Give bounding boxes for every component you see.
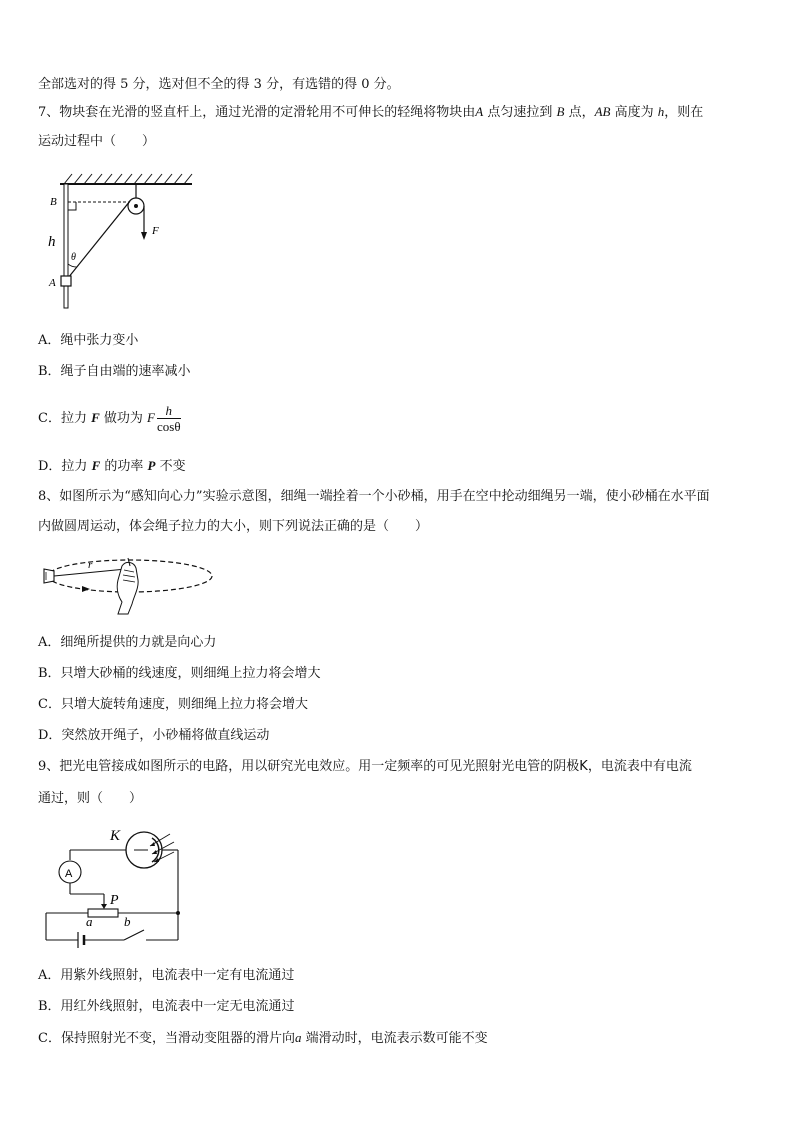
q9-option-c: C．保持照射光不变，当滑动变阻器的滑片向a 端滑动时，电流表示数可能不变 (38, 1030, 488, 1046)
q9-label-p: P (110, 893, 119, 908)
q7-label-b: B (50, 196, 57, 208)
instruction-text: 全部选对的得 5 分，选对但不全的得 3 分，有选错的得 0 分。 (38, 77, 400, 92)
q7-label-h: h (48, 234, 56, 250)
q8-option-d: D．突然放开绳子，小砂桶将做直线运动 (38, 728, 270, 743)
q7-label-f: F (152, 225, 159, 237)
q7-stem-line1: 7、物块套在光滑的竖直杆上，通过光滑的定滑轮用不可伸长的轻绳将物块由A 点匀速拉到 B 点，AB 高度为 h，则在 (38, 104, 704, 120)
q9-stem-line2: 通过，则（ ） (38, 791, 143, 806)
q7-option-c-fraction: $\frac{h}{\cos\theta}$ (156, 403, 181, 434)
q7-option-b: B．绳子自由端的速率减小 (38, 364, 191, 379)
q7-stem-line2: 运动过程中（ ） (38, 134, 156, 149)
q7-option-a: A．绳中张力变小 (38, 333, 139, 348)
q9-label-b-end: b (124, 914, 131, 929)
q7-label-a: A (49, 277, 56, 289)
q9-label-a-end: a (86, 914, 93, 929)
q9-option-a: A．用紫外线照射，电流表中一定有电流通过 (38, 968, 295, 983)
q9-option-b: B．用红外线照射，电流表中一定无电流通过 (38, 999, 295, 1014)
q7-option-d: D．拉力 F 的功率 P 不变 (38, 458, 186, 474)
q8-stem-line1: 8、如图所示为“感知向心力”实验示意图，细绳一端拴着一个小砂桶，用手在空中抡动细绳另一端，使小砂桶在水平面 (38, 489, 710, 504)
q9-stem-line1: 9、把光电管接成如图所示的电路，用以研究光电效应。用一定频率的可见光照射光电管的阴极K，电流表中有电流 (38, 759, 692, 774)
q9-label-k: K (110, 828, 121, 844)
q8-label-r: r (88, 559, 93, 571)
q7-option-c: C．拉力 F 做功为 F $\frac{h}{\cos\theta}$ (38, 403, 181, 434)
q8-circular-motion-figure (38, 552, 218, 618)
q8-option-a: A．细绳所提供的力就是向心力 (38, 635, 217, 650)
q9-photoelectric-circuit (40, 822, 190, 948)
q7-label-theta: θ (71, 252, 76, 263)
q8-option-b: B．只增大砂桶的线速度，则细绳上拉力将会增大 (38, 666, 321, 681)
q8-option-c: C．只增大旋转角速度，则细绳上拉力将会增大 (38, 697, 308, 712)
q9-label-ammeter: A (65, 868, 73, 880)
q7-pulley-figure (40, 168, 200, 313)
q8-stem-line2: 内做圆周运动，体会绳子拉力的大小，则下列说法正确的是（ ） (38, 519, 429, 534)
